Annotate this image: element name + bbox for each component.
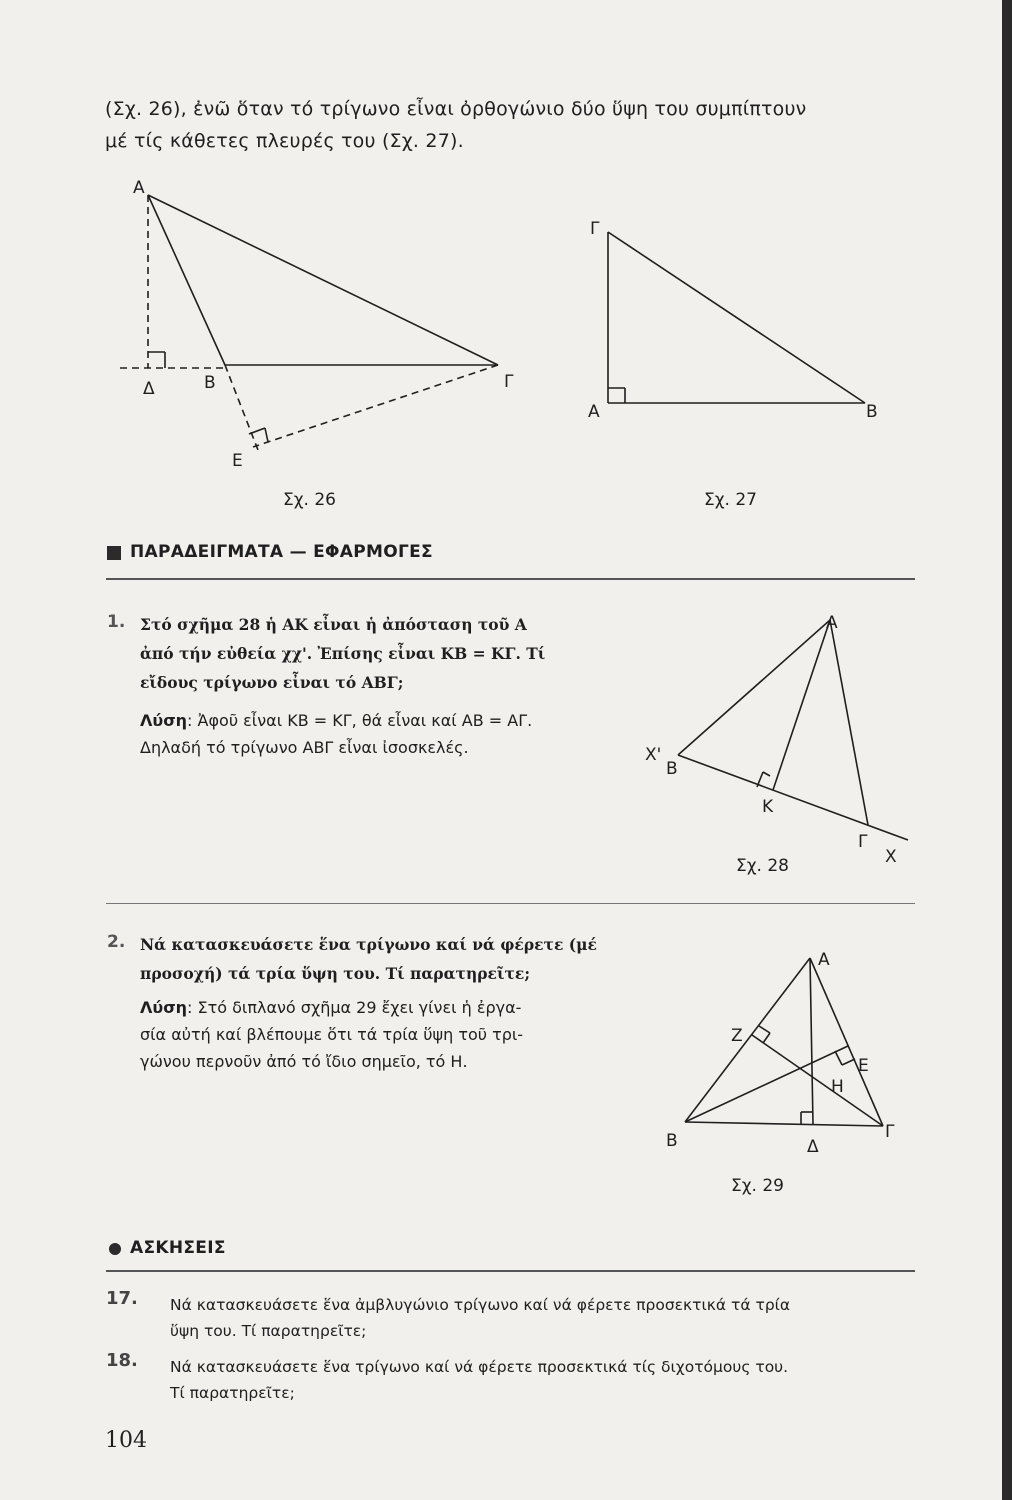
section-examples-title: ΠΑΡΑΔΕΙΓΜΑΤΑ — ΕΦΑΡΜΟΓΕΣ [130, 542, 433, 562]
caption-fig-28: Σχ. 28 [736, 856, 790, 876]
example-1-question-line-1: Στό σχῆμα 28 ἡ ΑΚ εἶναι ἡ ἀπόσταση τοῦ Α [140, 615, 527, 634]
caption-fig-29: Σχ. 29 [731, 1176, 785, 1196]
label-b: Β [866, 402, 878, 422]
label-b: Β [204, 373, 216, 393]
page-number: 104 [105, 1428, 147, 1453]
figure-28 [640, 600, 920, 890]
intro-line-2: μέ τίς κάθετες πλευρές του (Σχ. 27). [105, 130, 464, 152]
right-angle-e [249, 428, 265, 434]
right-angle-e [265, 428, 268, 442]
example-2-solution-line-3: γώνου περνοῦν ἀπό τό ἴδιο σημεῖο, τό Η. [140, 1052, 468, 1071]
exercise-17-line-2: ὕψη του. Τί παρατηρεῖτε; [170, 1322, 367, 1340]
example-2-solution-line-1: Λύση: Στό διπλανό σχῆμα 29 ἔχει γίνει ἡ ἐργα- [140, 998, 522, 1017]
label-b: Β [666, 759, 678, 779]
figure-26 [100, 165, 530, 510]
exercise-18-line-1: Νά κατασκευάσετε ἕνα τρίγωνο καί νά φέρετε προσεκτικά τίς διχοτόμους του. [170, 1358, 789, 1376]
altitude-ad [810, 958, 813, 1124]
side-ab [148, 195, 225, 365]
exercise-18-line-2: Τί παρατηρεῖτε; [170, 1384, 295, 1402]
intro-line-1: (Σχ. 26), ἐνῶ ὅταν τό τρίγωνο εἶναι ὀρθογώνιο δύο ὕψη του συμπίπτουν [105, 98, 807, 120]
label-d: Δ [143, 379, 155, 399]
side-ab [685, 958, 810, 1122]
label-a: Α [133, 178, 145, 198]
label-d: Δ [807, 1137, 819, 1157]
figure-29 [660, 940, 920, 1200]
section-square-icon [107, 546, 121, 560]
right-angle-e [835, 1051, 842, 1065]
example-1-solution-line-1: Λύση: Ἀφοῦ εἶναι ΚΒ = ΚΓ, θά εἶναι καί ΑΒ = ΑΓ. [140, 711, 533, 730]
label-z: Ζ [731, 1026, 743, 1046]
right-angle-z [759, 1026, 770, 1033]
example-1-solution-line-2: Δηλαδή τό τρίγωνο ΑΒΓ εἶναι ἰσοσκελές. [140, 738, 469, 757]
right-angle-k [763, 772, 770, 776]
label-e: Ε [232, 451, 243, 471]
label-b: Β [666, 1131, 678, 1151]
label-g: Γ [858, 832, 868, 852]
right-angle-z [763, 1033, 770, 1043]
label-x: Χ [885, 847, 897, 867]
example-2-solution-line-2: σία αὐτή καί βλέπουμε ὅτι τά τρία ὕψη τοῦ τρι- [140, 1025, 524, 1044]
example-1-question-line-2: ἀπό τήν εὐθεία χχ'. Ἐπίσης εἶναι ΚΒ = ΚΓ. Τί [140, 644, 546, 663]
side-ag [830, 620, 868, 825]
altitude-ge [253, 365, 498, 447]
right-angle-e [842, 1059, 855, 1065]
example-2-question-line-2: προσοχή) τά τρία ὕψη του. Τί παρατηρεῖτε; [140, 964, 531, 983]
page-edge [1002, 0, 1012, 1500]
label-h: Η [831, 1077, 844, 1097]
side-ag [148, 195, 498, 365]
solution-label: Λύση [140, 711, 188, 730]
label-g: Γ [590, 219, 600, 239]
section-exercises-title: ΑΣΚΗΣΕΙΣ [130, 1238, 226, 1258]
example-1-number: 1. [107, 612, 126, 632]
label-e: Ε [858, 1056, 869, 1076]
exercise-17-number: 17. [106, 1288, 138, 1309]
divider [106, 1270, 915, 1272]
extension-ab [225, 365, 258, 450]
divider [106, 903, 915, 904]
line-xx [678, 755, 908, 840]
exercise-17-line-1: Νά κατασκευάσετε ἕνα ἀμβλυγώνιο τρίγωνο καί νά φέρετε προσεκτικά τά τρία [170, 1296, 791, 1314]
figure-27 [580, 210, 910, 510]
label-g: Γ [885, 1122, 895, 1142]
example-2-question-line-1: Νά κατασκευάσετε ἕνα τρίγωνο καί νά φέρετε (μέ [140, 935, 597, 954]
side-bg [685, 1122, 883, 1126]
solution-label: Λύση [140, 998, 188, 1017]
label-g: Γ [504, 372, 514, 392]
label-a: Α [826, 613, 838, 633]
divider [106, 578, 915, 580]
caption-fig-26: Σχ. 26 [283, 490, 337, 510]
label-x-prime: Χ' [645, 745, 662, 765]
label-a: Α [588, 402, 600, 422]
caption-fig-27: Σχ. 27 [704, 490, 758, 510]
label-a: Α [818, 950, 830, 970]
exercise-18-number: 18. [106, 1350, 138, 1371]
example-1-question-line-3: εἴδους τρίγωνο εἶναι τό ΑΒΓ; [140, 673, 404, 692]
example-2-number: 2. [107, 932, 126, 952]
section-bullet-icon [109, 1243, 121, 1255]
label-k: Κ [762, 797, 774, 817]
side-gb [608, 232, 865, 403]
